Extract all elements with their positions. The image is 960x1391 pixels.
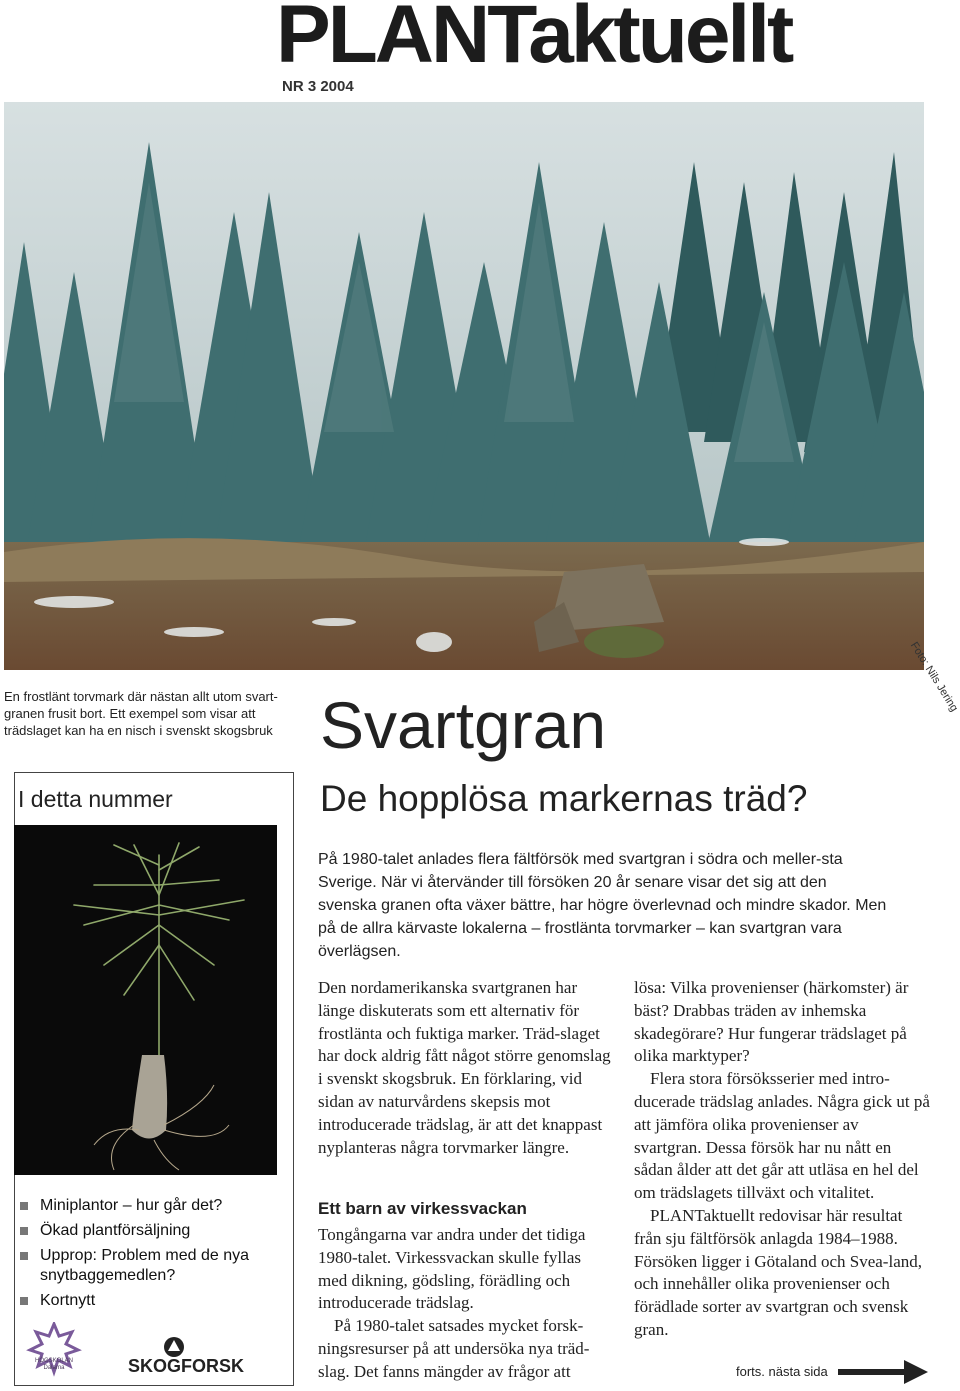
paragraph: Tongångarna var andra under det tidiga 1980-talet. Virkessvackan skulle fyllas med dikning, gödsling, förädling och introducerade trädslag. bbox=[318, 1225, 586, 1313]
issue-number: NR 3 2004 bbox=[282, 78, 354, 95]
square-bullet-icon bbox=[20, 1202, 28, 1210]
article-column-1 bbox=[318, 977, 612, 1159]
contents-item[interactable] bbox=[18, 1246, 278, 1286]
continued-label[interactable]: forts. nästa sida bbox=[736, 1364, 828, 1379]
paragraph: lösa: Vilka provenienser (härkomster) är bäst? Drabbas träden av inhemska skadegörare? Hur fungerar trädslaget på olika marktyper? bbox=[634, 978, 909, 1066]
contents-item-label: Kortnytt bbox=[40, 1292, 96, 1309]
hogskolan-logo-text: HÖGSKOLAN Dalarna bbox=[34, 1358, 73, 1371]
square-bullet-icon bbox=[20, 1227, 28, 1235]
article-column-1-continued bbox=[318, 1224, 612, 1384]
masthead-title: PLANTaktuellt bbox=[276, 0, 792, 80]
article-column-2 bbox=[634, 977, 930, 1342]
hogskolan-logo-icon bbox=[26, 1322, 82, 1382]
contents-item[interactable] bbox=[18, 1221, 278, 1241]
article-subtitle: De hopplösa markernas träd? bbox=[320, 778, 808, 819]
forest-illustration bbox=[4, 102, 924, 670]
seedling-photo bbox=[14, 825, 277, 1175]
paragraph: På 1980-talet satsades mycket forsk-ningsresurser på att undersöka nya träd-slag. Det fanns mängder av frågor att bbox=[318, 1316, 590, 1381]
sidebar-heading: I detta nummer bbox=[18, 786, 173, 812]
square-bullet-icon bbox=[20, 1252, 28, 1260]
contents-item[interactable] bbox=[18, 1291, 278, 1311]
seedling-illustration bbox=[14, 825, 277, 1175]
photo-credit: Foto: Nils Jering bbox=[907, 640, 960, 714]
hero-photo bbox=[4, 102, 924, 670]
skogforsk-logo-text: SKOGFORSK bbox=[128, 1356, 245, 1376]
skogforsk-logo-icon bbox=[162, 1336, 186, 1358]
paragraph: Flera stora försöksserier med intro-ducerade trädslag anlades. Några gick ut på att jämföra olika provenienser av svartgran. Dessa försök har nu nått en sådan ålder att det går att utläsa en hel del om trädslagets tillväxt och vitalitet. bbox=[634, 1069, 930, 1203]
contents-list bbox=[18, 1196, 278, 1316]
photo-caption: En frostlänt torvmark där nästan allt utom svart-granen frusit bort. Ett exempel som visar att trädslaget kan ha en nisch i svenskt skogsbruk bbox=[4, 689, 278, 738]
section-heading: Ett barn av virkessvackan bbox=[318, 1199, 527, 1218]
paragraph: PLANTaktuellt redovisar här resultat från sju fältförsök anlagda 1984–1988. Försöken ligger i Götaland och Svea-land, och innehåller olika provenienser och förädlade sorter av svartgran och svensk gran. bbox=[634, 1205, 922, 1339]
arrow-right-icon[interactable] bbox=[838, 1360, 928, 1384]
article-lead: På 1980-talet anlades flera fältförsök med svartgran i södra och meller-sta Sverige. När vi återvänder till försöken 20 år senare visar det sig att den svenska granen ofta växer bättre, har högre överlevnad och mindre skador. Men på de allra kärvaste lokalerna – frostlänta torvmarker – kan svartgran vara överlägsen. bbox=[318, 851, 887, 960]
contents-item-label: Upprop: Problem med de nya snytbaggemedlen? bbox=[40, 1247, 249, 1284]
paragraph: Den nordamerikanska svartgranen har länge diskuterats som ett alternativ för frostlänta och fuktiga marker. Träd-slaget har dock aldrig fått något större genomslag i svenskt skogsbruk. En förklaring, vid sidan av naturvårdens skepsis mot introducerade trädslag, är att det knappast nyplanteras några torvmarker längre. bbox=[318, 978, 611, 1157]
contents-item-label: Miniplantor – hur går det? bbox=[40, 1197, 223, 1214]
contents-item-label: Ökad plantförsäljning bbox=[40, 1222, 191, 1239]
square-bullet-icon bbox=[20, 1297, 28, 1305]
article-title: Svartgran bbox=[320, 688, 607, 762]
contents-item[interactable] bbox=[18, 1196, 278, 1216]
